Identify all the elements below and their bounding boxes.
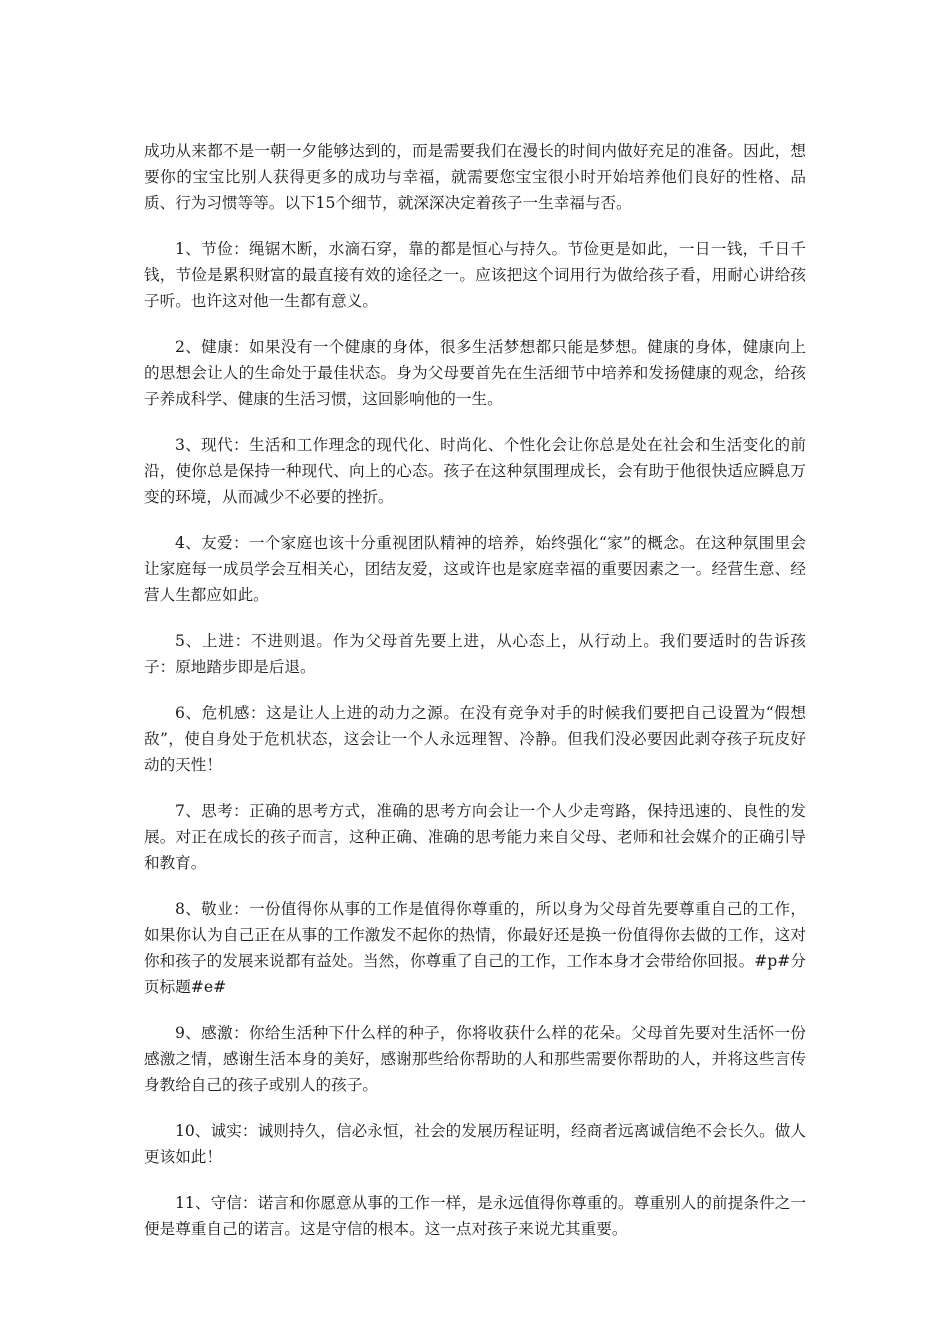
item-friendship: 4、友爱：一个家庭也该十分重视团队精神的培养，始终强化“家”的概念。在这种氛围里会让家庭每一成员学会互相关心，团结友爱，这或许也是家庭幸福的重要因素之一。经营生意、经营人生都应如此。 xyxy=(144,534,806,604)
item-health: 2、健康：如果没有一个健康的身体，很多生活梦想都只能是梦想。健康的身体，健康向上的思想会让人的生命处于最佳状态。身为父母要首先在生活细节中培养和发扬健康的观念，给孩子养成科学、健康的生活习惯，这回影响他的一生。 xyxy=(144,338,806,408)
item-progress: 5、上进：不进则退。作为父母首先要上进，从心态上，从行动上。我们要适时的告诉孩子：原地踏步即是后退。 xyxy=(144,632,806,676)
item-keeping-promises: 11、守信：诺言和你愿意从事的工作一样，是永远值得你尊重的。尊重别人的前提条件之一便是尊重自己的诺言。这是守信的根本。这一点对孩子来说尤其重要。 xyxy=(144,1194,806,1238)
item-thinking: 7、思考：正确的思考方式，准确的思考方向会让一个人少走弯路，保持迅速的、良性的发展。对正在成长的孩子而言，这种正确、准确的思考能力来自父母、老师和社会媒介的正确引导和教育。 xyxy=(144,802,806,872)
document-body xyxy=(144,138,806,1262)
item-crisis-awareness: 6、危机感：这是让人上进的动力之源。在没有竞争对手的时候我们要把自己设置为“假想敌”，使自身处于危机状态，这会让一个人永远理智、冷静。但我们没必要因此剥夺孩子玩皮好动的天性！ xyxy=(144,704,806,774)
item-modern: 3、现代：生活和工作理念的现代化、时尚化、个性化会让你总是处在社会和生活变化的前沿，使你总是保持一种现代、向上的心态。孩子在这种氛围理成长，会有助于他很快适应瞬息万变的环境，从而减少不必要的挫折。 xyxy=(144,436,806,506)
item-honesty: 10、诚实：诚则持久，信必永恒，社会的发展历程证明，经商者远离诚信绝不会长久。做人更该如此！ xyxy=(144,1122,806,1166)
intro-paragraph: 成功从来都不是一朝一夕能够达到的，而是需要我们在漫长的时间内做好充足的准备。因此，想要你的宝宝比别人获得更多的成功与幸福，就需要您宝宝很小时开始培养他们良好的性格、品质、行为习惯等等。以下15个细节，就深深决定着孩子一生幸福与否。 xyxy=(144,142,806,212)
item-dedication: 8、敬业：一份值得你从事的工作是值得你尊重的，所以身为父母首先要尊重自己的工作，如果你认为自己正在从事的工作激发不起你的热情，你最好还是换一份值得你去做的工作，这对你和孩子的发展来说都有益处。当然，你尊重了自己的工作，工作本身才会带给你回报。#p#分页标题#e# xyxy=(144,900,806,996)
item-frugality: 1、节俭：绳锯木断，水滴石穿，靠的都是恒心与持久。节俭更是如此，一日一钱，千日千钱，节俭是累积财富的最直接有效的途径之一。应该把这个词用行为做给孩子看，用耐心讲给孩子听。也许这对他一生都有意义。 xyxy=(144,240,806,310)
item-gratitude: 9、感激：你给生活种下什么样的种子，你将收获什么样的花朵。父母首先要对生活怀一份感激之情，感谢生活本身的美好，感谢那些给你帮助的人和那些需要你帮助的人，并将这些言传身教给自己的孩子或别人的孩子。 xyxy=(144,1024,806,1094)
